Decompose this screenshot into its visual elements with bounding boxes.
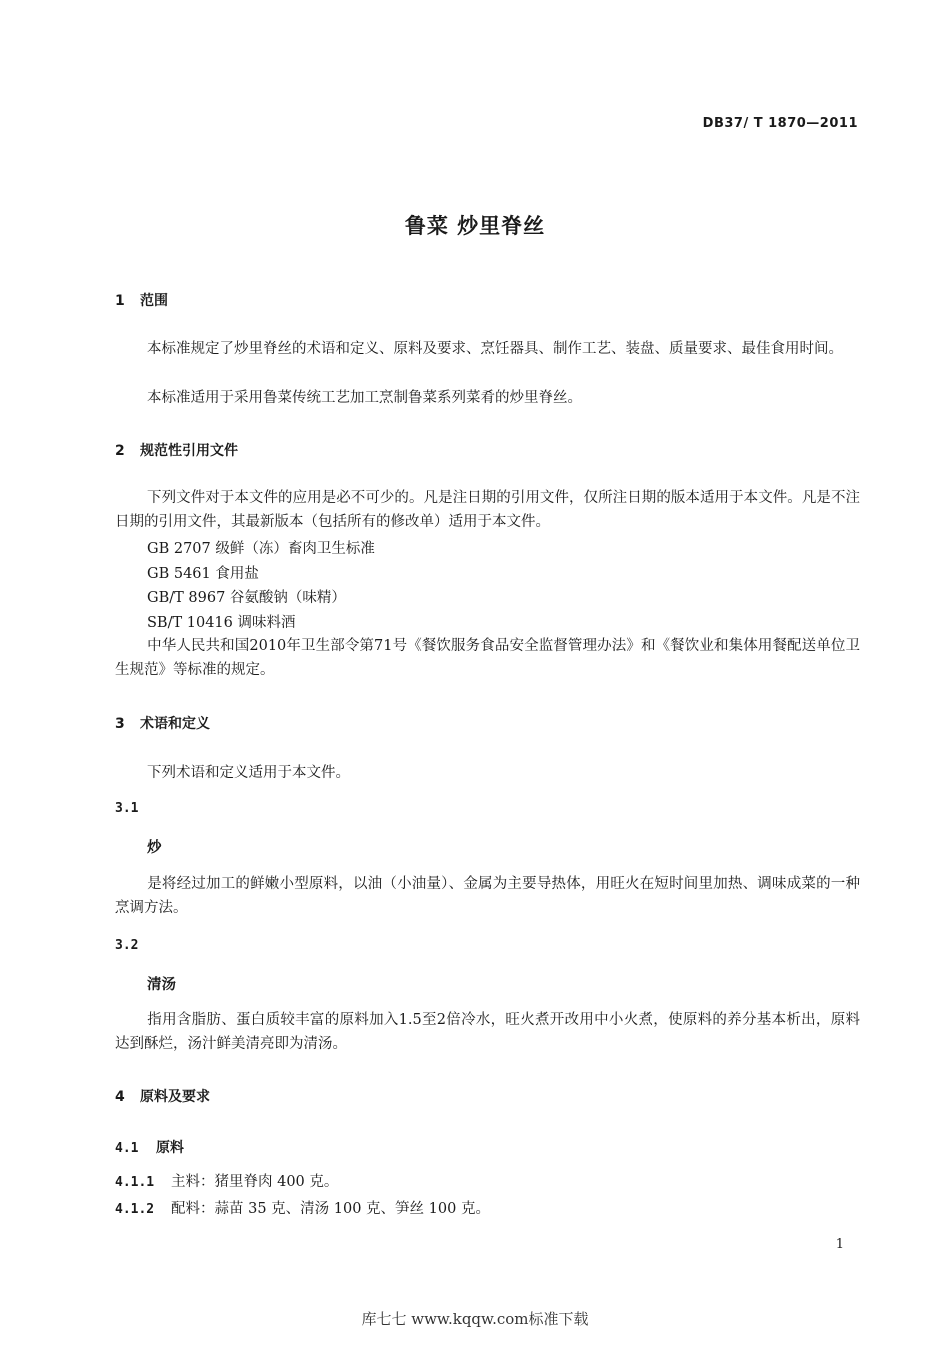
section-number: 2 <box>115 443 125 459</box>
reference-item: GB/T 8967 谷氨酸钠（味精） <box>147 590 346 606</box>
subsection-heading <box>115 1137 184 1157</box>
term-name: 清汤 <box>147 977 176 993</box>
page-number: 1 <box>835 1237 844 1252</box>
footer-watermark: 库七七 www.kqqw.com标准下载 <box>361 1310 589 1328</box>
term-definition: 指用含脂肪、蛋白质较丰富的原料加入1.5至2倍冷水，旺火煮开改用中小火煮，使原料的养分基本析出，原料达到酥烂，汤汁鲜美清亮即为清汤。 <box>115 1012 860 1052</box>
document-code: DB37/ T 1870—2011 <box>702 116 858 131</box>
section-title: 规范性引用文件 <box>140 443 238 459</box>
section-2-paragraph-1: 下列文件对于本文件的应用是必不可少的。凡是注日期的引用文件，仅所注日期的版本适用于本文件。凡是不注日期的引用文件，其最新版本（包括所有的修改单）适用于本文件。 <box>115 490 860 530</box>
item-text: 主料：猪里脊肉 400 克。 <box>171 1174 339 1190</box>
section-1-heading <box>115 290 168 310</box>
subsection-number: 4.1 <box>115 1141 139 1156</box>
section-number: 1 <box>115 293 125 309</box>
reference-item: SB/T 10416 调味料酒 <box>147 615 296 631</box>
item-text: 配料：蒜苗 35 克、清汤 100 克、笋丝 100 克。 <box>171 1201 490 1217</box>
section-3-intro: 下列术语和定义适用于本文件。 <box>147 765 350 781</box>
reference-item: GB 2707 级鲜（冻）畜肉卫生标准 <box>147 541 375 557</box>
item-number: 4.1.2 <box>115 1202 155 1217</box>
reference-item: GB 5461 食用盐 <box>147 566 259 582</box>
section-1-paragraph-1: 本标准规定了炒里脊丝的术语和定义、原料及要求、烹饪器具、制作工艺、装盘、质量要求、最佳食用时间。 <box>147 341 843 357</box>
section-number: 4 <box>115 1089 125 1105</box>
section-2-paragraph-2: 中华人民共和国2010年卫生部令第71号《餐饮服务食品安全监督管理办法》和《餐饮业和集体用餐配送单位卫生规范》等标准的规定。 <box>115 638 860 678</box>
term-number: 3.1 <box>115 801 139 816</box>
section-2-heading <box>115 440 238 460</box>
section-1-paragraph-2: 本标准适用于采用鲁菜传统工艺加工烹制鲁菜系列菜肴的炒里脊丝。 <box>147 390 582 406</box>
section-title: 原料及要求 <box>140 1089 210 1105</box>
list-item <box>115 1197 490 1218</box>
section-number: 3 <box>115 716 125 732</box>
term-name: 炒 <box>147 840 162 856</box>
item-number: 4.1.1 <box>115 1175 155 1190</box>
list-item <box>115 1170 338 1191</box>
term-definition: 是将经过加工的鲜嫩小型原料，以油（小油量）、金属为主要导热体，用旺火在短时间里加热、调味成菜的一种烹调方法。 <box>115 876 860 916</box>
section-title: 范围 <box>140 293 168 309</box>
section-title: 术语和定义 <box>140 716 210 732</box>
section-4-heading <box>115 1086 210 1106</box>
term-number: 3.2 <box>115 938 139 953</box>
subsection-title: 原料 <box>156 1140 184 1156</box>
section-3-heading <box>115 713 210 733</box>
page-title: 鲁菜 炒里脊丝 <box>404 214 546 238</box>
